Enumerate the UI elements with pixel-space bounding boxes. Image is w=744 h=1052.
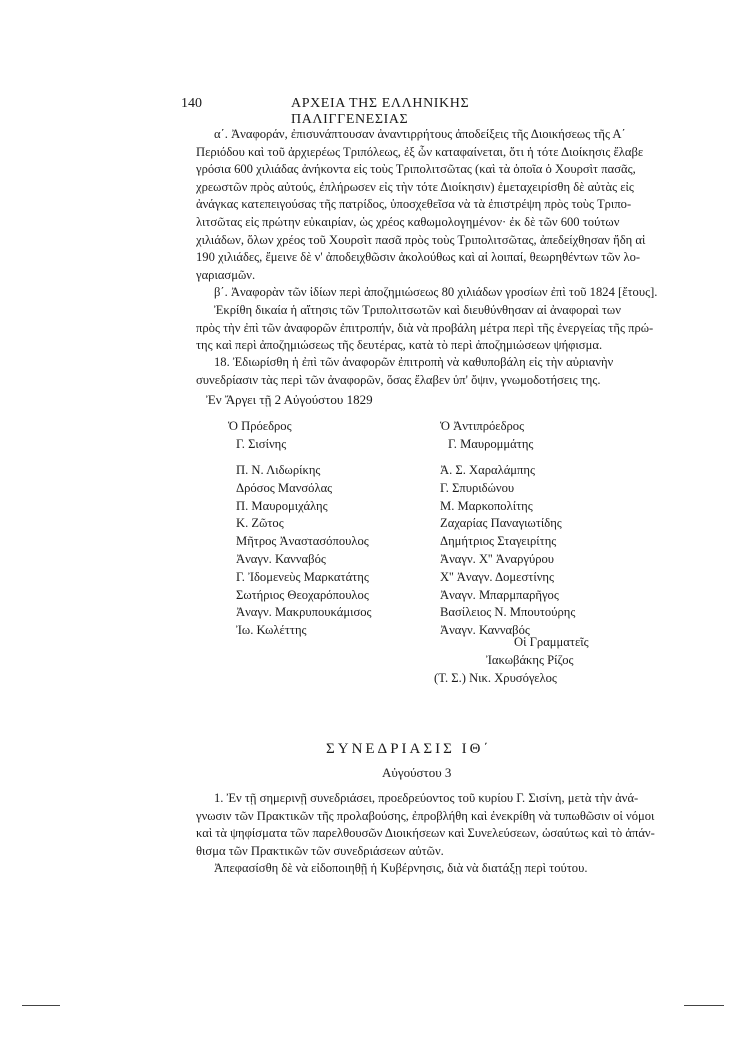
text-line: γαριασμῶν. — [196, 267, 256, 282]
member-name: Σωτήριος Θεοχαρόπουλος — [236, 587, 369, 602]
member-name: Ἀναγν. Κανναβός — [440, 623, 530, 638]
dateline: Ἐν Ἄργει τῇ 2 Αὐγούστου 1829 — [206, 392, 373, 407]
member-name: Π. Ν. Λιδωρίκης — [236, 463, 321, 477]
president-block — [228, 418, 292, 454]
secretary-name: (Τ. Σ.) Νικ. Χρυσόγελος — [434, 670, 557, 685]
members-left-column — [236, 462, 372, 640]
member-name: Δημήτριος Σταγειρίτης — [440, 534, 557, 549]
scan-edge-rule — [684, 1005, 724, 1006]
member-name: Ἀναγν. Χ'' Ἀναργύρου — [440, 551, 555, 566]
member-name: Ζαχαρίας Παναγιωτίδης — [440, 516, 562, 531]
text-line: Περιόδου καὶ τοῦ ἀρχιερέως Τριπόλεως, ἐξ ὧν καταφαίνεται, ὅτι ἡ τότε Διοίκησις ἔλαβε — [196, 144, 644, 159]
member-name: Βασίλειος Ν. Μπουτούρης — [440, 605, 576, 620]
member-name: Ἀναγν. Μακρυπουκάμισος — [236, 605, 372, 620]
members-right-column — [440, 462, 575, 640]
vice-president-name: Γ. Μαυρομμάτης — [448, 436, 534, 451]
paragraph-decision — [196, 302, 668, 355]
session-title: ΣΥΝΕΔΡΙΑΣΙΣ ΙΘ΄ — [326, 741, 492, 757]
text-line: 18. Ἐδιωρίσθη ἡ ἐπὶ τῶν ἀναφορῶν ἐπιτροπὴ νὰ καθυποβάλη εἰς τὴν αὐριανὴν — [214, 355, 614, 369]
text-line: 1. Ἐν τῇ σημερινῇ συνεδριάσει, προεδρεύοντος τοῦ κυρίου Γ. Σισίνη, μετὰ τὴν ἀνά- — [214, 791, 639, 805]
running-title: ΑΡΧΕΙΑ ΤΗΣ ΕΛΛΗΝΙΚΗΣ ΠΑΛΙΓΓΕΝΕΣΙΑΣ — [291, 96, 470, 127]
member-name: Μῆτρος Ἀναστασόπουλος — [236, 534, 369, 549]
text-line: λιτσῶτας εἰς πρώτην εὐκαιρίαν, ὡς χρέος καθωμολογημένον· ἐκ δὲ τῶν 600 τούτων — [196, 214, 620, 229]
member-name: Ἀναγν. Κανναβός — [236, 551, 326, 566]
text-line: της καὶ περὶ ἀποζημιώσεως τῆς δευτέρας, κατὰ τὸ περὶ ἀποζημιώσεων ψήφισμα. — [196, 338, 603, 353]
paragraph-beta: β΄. Ἀναφορὰν τῶν ἰδίων περὶ ἀποζημιώσεως 80 χιλιάδων γροσίων ἐπὶ τοῦ 1824 [ἔτους]. — [214, 285, 658, 299]
text-line: α΄. Ἀναφοράν, ἐπισυνάπτουσαν ἀναντιρρήτους ἀποδείξεις τῆς Διοικήσεως τῆς Α΄ — [214, 127, 626, 141]
secretaries-block — [428, 634, 608, 687]
member-name: Ἀναγν. Μπαρμπαρῆγος — [440, 587, 559, 602]
secretary-name: Ἰακωβάκης Ρίζος — [486, 652, 574, 667]
session-date: Αὐγούστου 3 — [382, 765, 452, 780]
text-line: 190 χιλιάδες, ἔμεινε δὲ ν' ἀποδειχθῶσιν ἀκολούθως καὶ αἱ λοιπαί, θεωρηθέντων τῶν λο- — [196, 250, 641, 265]
page-number: 140 — [181, 96, 202, 111]
text-line: χρεωστῶν πρὸς αὐτούς, ἐπλήρωσεν εἰς τὴν τότε Διοίκησιν) ἐμεταχειρίσθη δὲ αὐτὰς εἰς — [196, 179, 634, 194]
text-line: συνεδρίασιν τὰς περὶ τῶν ἀναφορῶν, ὅσας ἔλαβεν ὑπ' ὄψιν, γνωμοδοτήσεις της. — [196, 372, 601, 387]
vice-president-title: Ὁ Ἀντιπρόεδρος — [440, 419, 525, 433]
text-line: γρόσια 600 χιλιάδας ἀνήκοντα εἰς τοὺς Τριπολιτσῶτας (καὶ τὰ ὁποῖα ὁ Χουρσὶτ πασᾶς, — [196, 162, 636, 177]
text-line: πρὸς τὴν ἐπὶ τῶν ἀναφορῶν ἐπιτροπήν, διὰ νὰ προβάλη μέτρα περὶ τῆς ἐνεργείας τῆς πρώ- — [196, 320, 654, 335]
text-line: Ἐκρίθη δικαία ἡ αἴτησις τῶν Τριπολιτσωτῶν καὶ διευθύνθησαν αἱ ἀναφοραὶ των — [214, 303, 621, 317]
member-name: Κ. Ζῶτος — [236, 516, 284, 531]
paragraph-decision-2: Ἀπεφασίσθη δὲ νὰ εἰδοποιηθῇ ἡ Κυβέρνησις, διὰ νὰ διατάξῃ περὶ τούτου. — [214, 861, 588, 875]
member-name: Ἰω. Κωλέττης — [236, 623, 307, 638]
text-line: καὶ τὰ ψηφίσματα τῶν παρελθουσῶν Διοικήσεων καὶ Συνελεύσεων, ὡσαύτως καὶ τὸ ἀπάν- — [196, 826, 655, 841]
member-name: Ἀ. Σ. Χαραλάμπης — [440, 463, 535, 477]
member-name: Π. Μαυρομιχάλης — [236, 498, 328, 513]
text-line: χιλιάδων, ὅλων χρέος τοῦ Χουρσὶτ πασᾶ πρὸς τοὺς Τριπολιτσῶτας, ἀπεδείχθησαν ἤδη αἱ — [196, 232, 646, 247]
scan-edge-rule — [22, 1005, 60, 1006]
paragraph-item-18 — [196, 354, 668, 389]
president-name: Γ. Σισίνης — [236, 436, 287, 451]
member-name: Μ. Μαρκοπολίτης — [440, 498, 533, 513]
member-name: Χ'' Ἀναγν. Δομεστίνης — [440, 569, 554, 584]
president-title: Ὁ Πρόεδρος — [228, 419, 292, 433]
paragraph-alpha — [196, 126, 668, 284]
paragraph-item-1 — [196, 790, 668, 860]
text-line: θισμα τῶν Πρακτικῶν τῶν συνεδριάσεων αὐτῶν. — [196, 843, 444, 858]
member-name: Γ. Σπυριδώνου — [440, 480, 515, 495]
text-line: ἀνάγκας κατεπειγούσας τῆς πατρίδος, ὑποσχεθεῖσα νὰ τὰ ἐπιστρέψη πρὸς τοὺς Τριπο- — [196, 197, 632, 212]
text-line: γνωσιν τῶν Πρακτικῶν τῆς προλαβούσης, ἐπροβλήθη καὶ ἐνεκρίθη νὰ τυπωθῶσιν οἱ νόμοι — [196, 808, 655, 823]
page-header — [181, 96, 581, 127]
member-name: Γ. Ἰδομενεὺς Μαρκατάτης — [236, 569, 369, 584]
member-name: Δρόσος Μανσόλας — [236, 480, 333, 495]
vice-president-block — [440, 418, 533, 454]
secretaries-title: Οἱ Γραμματεῖς — [514, 635, 589, 649]
